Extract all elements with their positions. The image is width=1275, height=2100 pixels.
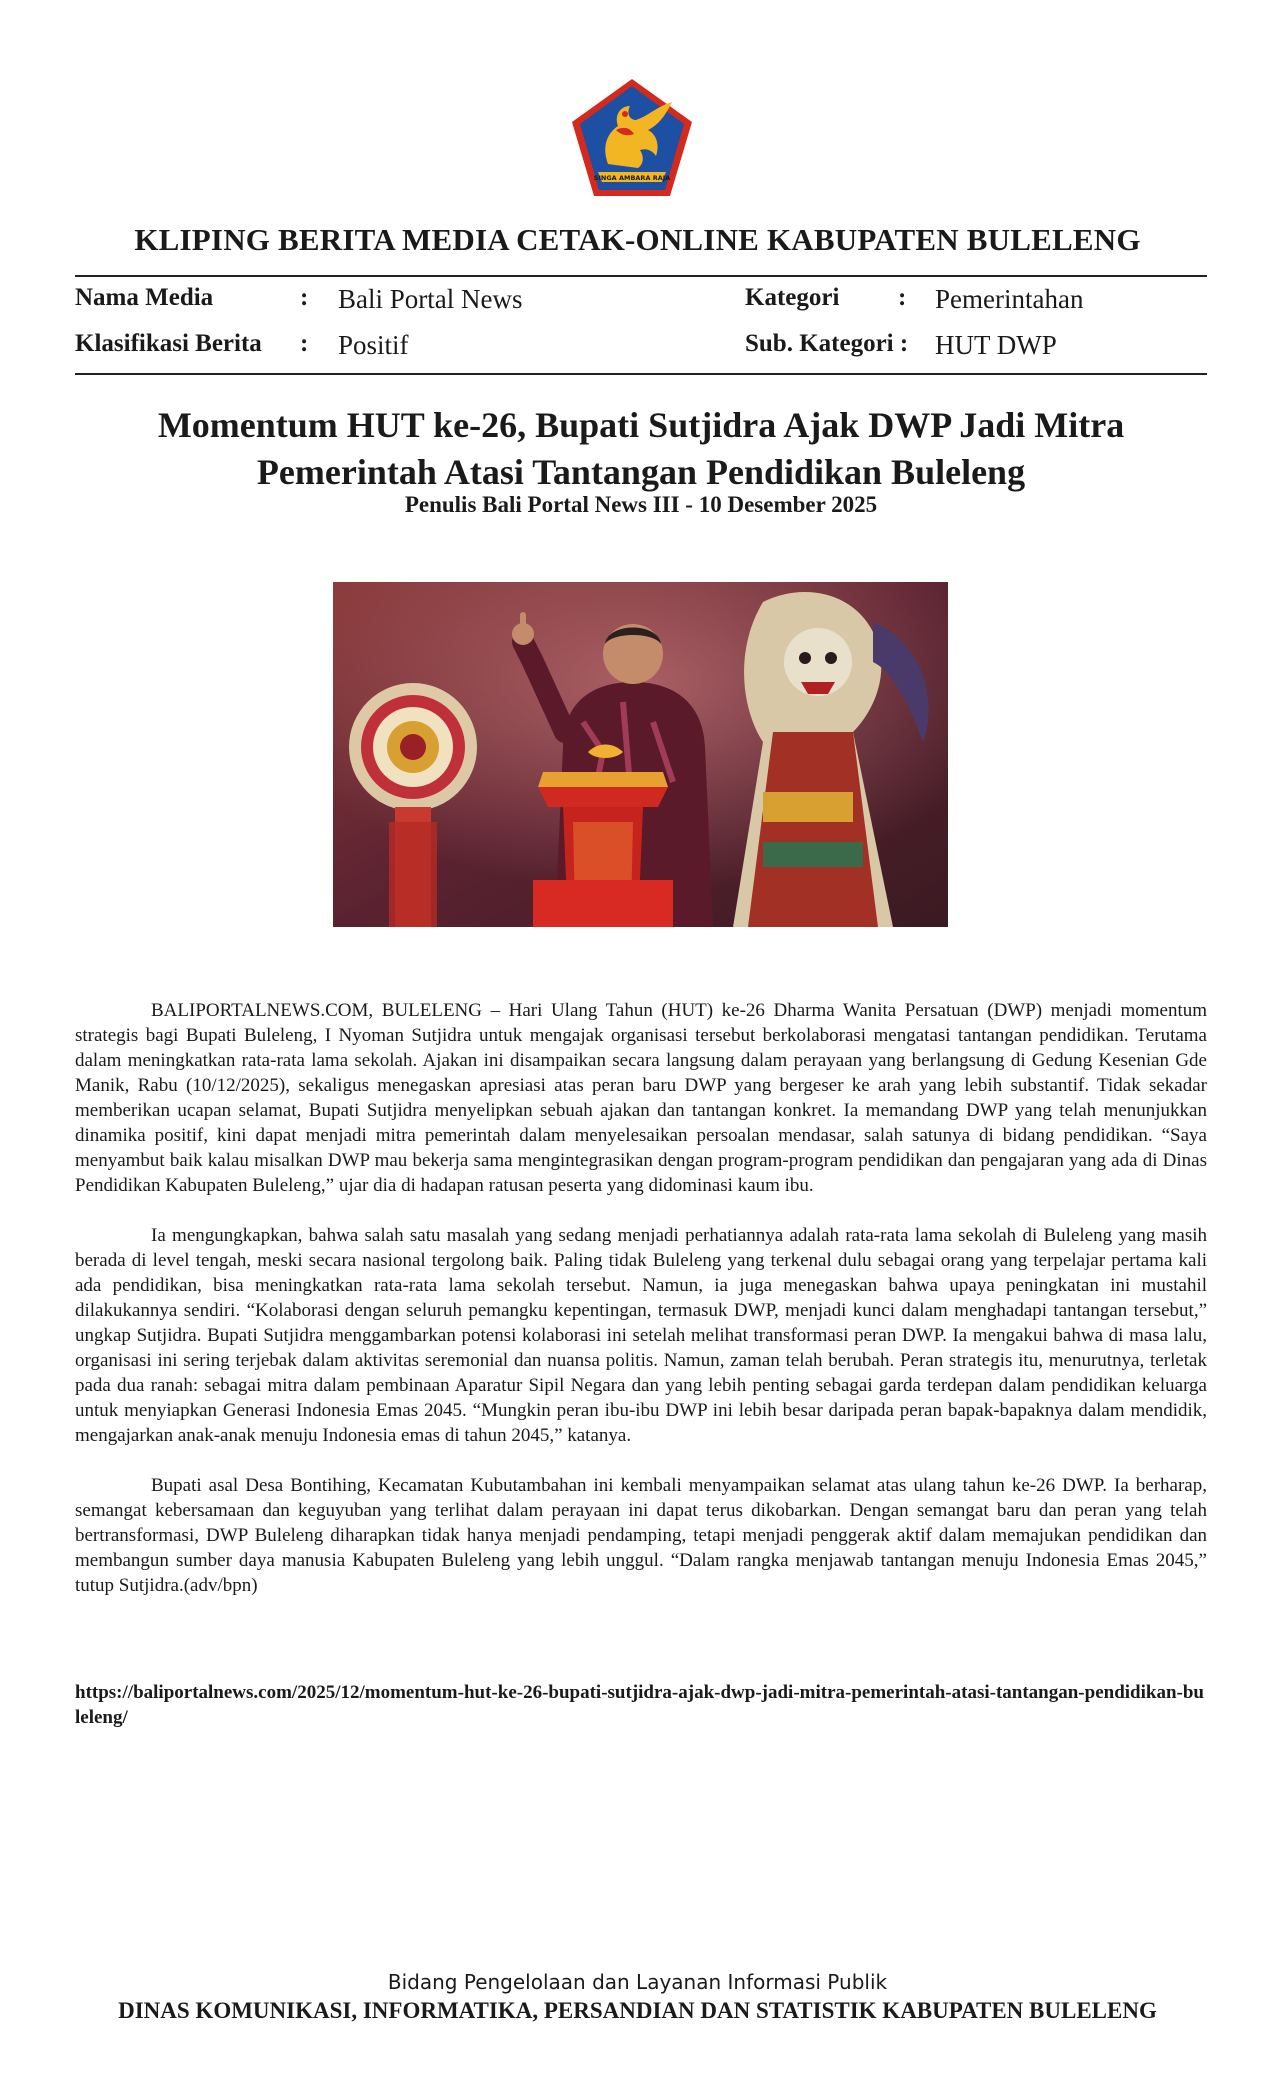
kategori-label: Kategori [745, 284, 840, 311]
article-paragraph: Ia mengungkapkan, bahwa salah satu masalah yang sedang menjadi perhatiannya adalah rata-rata lama sekolah di Buleleng yang masih berada di level tengah, meski secara nasional tergolong baik. Paling tidak Buleleng yang terkenal dulu sebagai orang yang terpelajar pertama kali ada pendidikan, bisa meningkatkan rata-rata lama sekolah tersebut. Namun, ia juga menegaskan bahwa upaya peningkatan ini mustahil dilakukannya sendiri. “Kolaborasi dengan seluruh pemangku kepentingan, termasuk DWP, menjadi kunci dalam menghadapi tantangan tersebut,” ungkap Sutjidra. Bupati Sutjidra menggambarkan potensi kolaborasi ini setelah melihat transformasi peran DWP. Ia mengakui bahwa di masa lalu, organisasi ini sering terjebak dalam aktivitas seremonial dan nuansa politis. Namun, zaman telah berubah. Peran strategis itu, menurutnya, terletak pada dua ranah: sebagai mitra dalam pembinaan Aparatur Sipil Negara dan yang lebih penting sebagai garda terdepan dalam pendidikan keluarga untuk menyiapkan Generasi Indonesia Emas 2045. “Mungkin peran ibu-ibu DWP ini lebih besar daripada peran bapak-bapaknya dalam mendidik, mengajarkan anak-anak menuju Indonesia emas di tahun 2045,” katanya. [75, 1225, 1207, 1446]
article-headline [75, 402, 1207, 496]
source-url-link[interactable]: https://baliportalnews.com/2025/12/momentum-hut-ke-26-bupati-sutjidra-ajak-dwp-jadi-mitra-pemerintah-atasi-tantangan-pendidikan-buleleng/ [75, 1682, 1204, 1728]
bottom-rule [75, 373, 1207, 375]
klasifikasi-separator: : [300, 330, 309, 357]
klasifikasi-label: Klasifikasi Berita [75, 330, 262, 357]
media-separator: : [300, 284, 309, 311]
article-byline: Penulis Bali Portal News III - 10 Desember 2025 [404, 492, 878, 517]
meta-row-klasifikasi [75, 330, 1207, 370]
article-paragraph: BALIPORTALNEWS.COM, BULELENG – Hari Ulang Tahun (HUT) ke-26 Dharma Wanita Persatuan (DWP) menjadi momentum strategis bagi Bupati Buleleng, I Nyoman Sutjidra untuk mengajak organisasi tersebut berkolaborasi mengatasi tantangan pendidikan. Terutama dalam meningkatkan rata-rata lama sekolah. Ajakan ini disampaikan secara langsung dalam perayaan yang berlangsung di Gedung Kesenian Gde Manik, Rabu (10/12/2025), sekaligus menegaskan apresiasi atas peran baru DWP yang bergeser ke arah yang lebih substantif. Tidak sekadar memberikan ucapan selamat, Bupati Sutjidra menyelipkan sebuah ajakan dan tantangan konkret. Ia memandang DWP yang telah menunjukkan dinamika positif, kini dapat menjadi mitra pemerintah dalam menyelesaikan persoalan mendasar, salah satunya di bidang pendidikan. “Saya menyambut baik kalau misalkan DWP mau bekerja sama mengintegrasikan dengan program-program pendidikan dan pengajaran yang ada di Dinas Pendidikan Kabupaten Buleleng,” ujar dia di hadapan ratusan peserta yang didominasi kaum ibu. [75, 1000, 1207, 1196]
media-label: Nama Media [75, 284, 214, 311]
subkategori-value: HUT DWP [935, 330, 1057, 360]
footer-division: Bidang Pengelolaan dan Layanan Informasi Publik [387, 1970, 888, 1994]
kategori-separator: : [898, 284, 907, 311]
headline-line-2: Pemerintah Atasi Tantangan Pendidikan Buleleng [256, 452, 1026, 492]
svg-text:SINGA AMBARA RAJA: SINGA AMBARA RAJA [593, 174, 671, 182]
media-value: Bali Portal News [338, 284, 523, 314]
article-paragraph: Bupati asal Desa Bontihing, Kecamatan Kubutambahan ini kembali menyampaikan selamat atas ulang tahun ke-26 DWP. Ia berharap, semangat kebersamaan dan keguyuban yang terlihat dalam perayaan ini dapat terus dikobarkan. Dengan semangat baru dan peran yang telah bertransformasi, DWP Buleleng diharapkan tidak hanya menjadi pendamping, tetapi menjadi penggerak aktif dalam memajukan pendidikan dan membangun sumber daya manusia Kabupaten Buleleng yang lebih unggul. “Dalam rangka menjawab tantangan menuju Indonesia Emas 2045,” tutup Sutjidra.(adv/bpn) [75, 1475, 1207, 1596]
article-body [75, 998, 1207, 1623]
headline-line-1: Momentum HUT ke-26, Bupati Sutjidra Ajak DWP Jadi Mitra [157, 405, 1125, 445]
article-photo [333, 582, 948, 927]
klasifikasi-value: Positif [338, 330, 409, 360]
kategori-value: Pemerintahan [935, 284, 1084, 314]
buleleng-crest-logo [568, 76, 696, 200]
top-rule [75, 275, 1207, 277]
kliping-title: KLIPING BERITA MEDIA CETAK-ONLINE KABUPATEN BULELENG [134, 222, 1141, 257]
footer-agency: DINAS KOMUNIKASI, INFORMATIKA, PERSANDIAN DAN STATISTIK KABUPATEN BULELENG [118, 1998, 1157, 2023]
subkategori-label: Sub. Kategori : [745, 330, 909, 357]
meta-row-media [75, 284, 1207, 324]
